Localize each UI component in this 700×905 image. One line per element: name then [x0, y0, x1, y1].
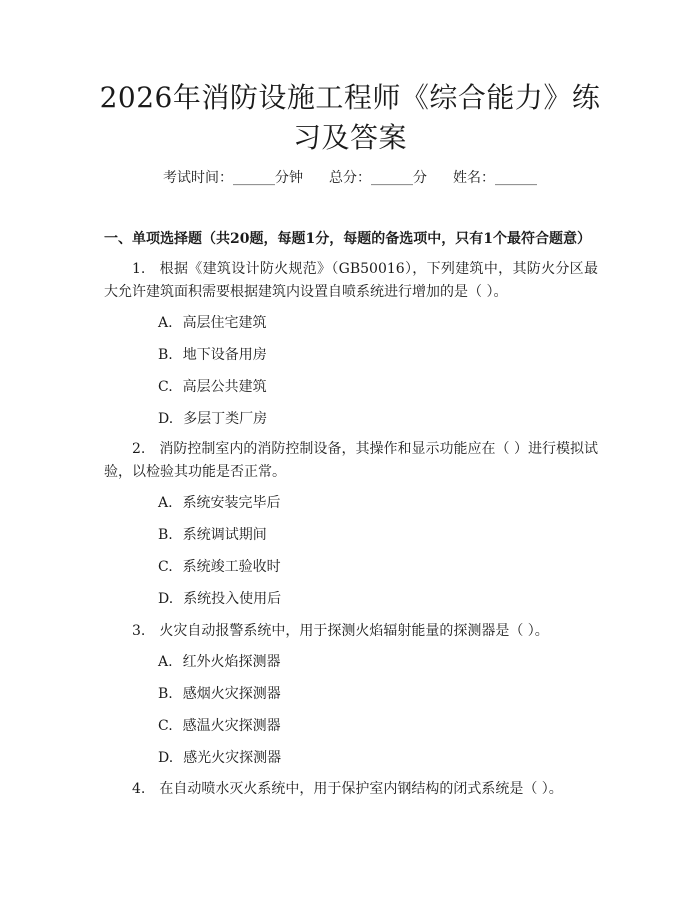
option-text: 高层住宅建筑 — [182, 315, 267, 331]
option-letter: A. — [158, 654, 173, 670]
question-number: 3. — [132, 623, 146, 639]
question-number: 2. — [132, 441, 146, 457]
option-letter: C. — [158, 379, 173, 395]
option-letter: B. — [158, 686, 173, 702]
question-3-option-b — [158, 684, 281, 704]
question-2 — [104, 438, 598, 484]
option-text: 感光火灾探测器 — [183, 750, 282, 766]
question-1-option-a — [158, 313, 267, 333]
question-3-option-a — [158, 652, 281, 672]
option-letter: B. — [158, 347, 173, 363]
exam-time-field: 考试时间：______分钟 — [163, 170, 303, 186]
question-text: 火灾自动报警系统中，用于探测火焰辐射能量的探测器是（ ）。 — [159, 623, 549, 639]
name-field: 姓名：______ — [453, 170, 537, 186]
option-letter: D. — [158, 591, 174, 607]
question-1-option-c — [158, 377, 267, 397]
option-letter: D. — [158, 411, 174, 427]
question-3 — [104, 620, 598, 643]
option-letter: A. — [158, 315, 173, 331]
question-text: 消防控制室内的消防控制设备，其操作和显示功能应在（ ）进行模拟试验，以检验其功能是否正常。 — [104, 441, 598, 480]
option-text: 红外火焰探测器 — [182, 654, 281, 670]
option-text: 系统调试期间 — [182, 527, 267, 543]
question-1 — [104, 258, 598, 304]
option-text: 系统竣工验收时 — [182, 559, 281, 575]
option-text: 系统安装完毕后 — [182, 495, 281, 511]
option-letter: A. — [158, 495, 173, 511]
option-text: 感温火灾探测器 — [182, 718, 281, 734]
question-4 — [104, 778, 598, 801]
question-3-option-d — [158, 748, 281, 768]
question-1-option-b — [158, 345, 267, 365]
question-2-option-c — [158, 557, 281, 577]
option-text: 地下设备用房 — [182, 347, 267, 363]
total-score-field: 总分：______分 — [329, 170, 427, 186]
option-letter: C. — [158, 559, 173, 575]
question-1-option-d — [158, 409, 267, 429]
option-text: 感烟火灾探测器 — [182, 686, 281, 702]
exam-meta — [0, 168, 700, 188]
option-letter: D. — [158, 750, 174, 766]
option-letter: C. — [158, 718, 173, 734]
section-heading: 一、单项选择题（共20题，每题1分，每题的备选项中，只有1个最符合题意） — [104, 231, 591, 247]
question-number: 1. — [132, 261, 146, 277]
option-letter: B. — [158, 527, 173, 543]
question-number: 4. — [132, 781, 146, 797]
question-text: 在自动喷水灭火系统中，用于保护室内钢结构的闭式系统是（ ）。 — [159, 781, 563, 797]
question-text: 根据《建筑设计防火规范》（GB50016），下列建筑中，其防火分区最大允许建筑面积需要根据建筑内设置自喷系统进行增加的是（ ）。 — [104, 261, 598, 300]
question-3-option-c — [158, 716, 281, 736]
option-text: 高层公共建筑 — [182, 379, 267, 395]
document-title: 2026年消防设施工程师《综合能力》练习及答案 — [99, 81, 601, 154]
question-2-option-d — [158, 589, 281, 609]
question-2-option-a — [158, 493, 281, 513]
option-text: 多层丁类厂房 — [183, 411, 268, 427]
question-2-option-b — [158, 525, 267, 545]
option-text: 系统投入使用后 — [183, 591, 282, 607]
